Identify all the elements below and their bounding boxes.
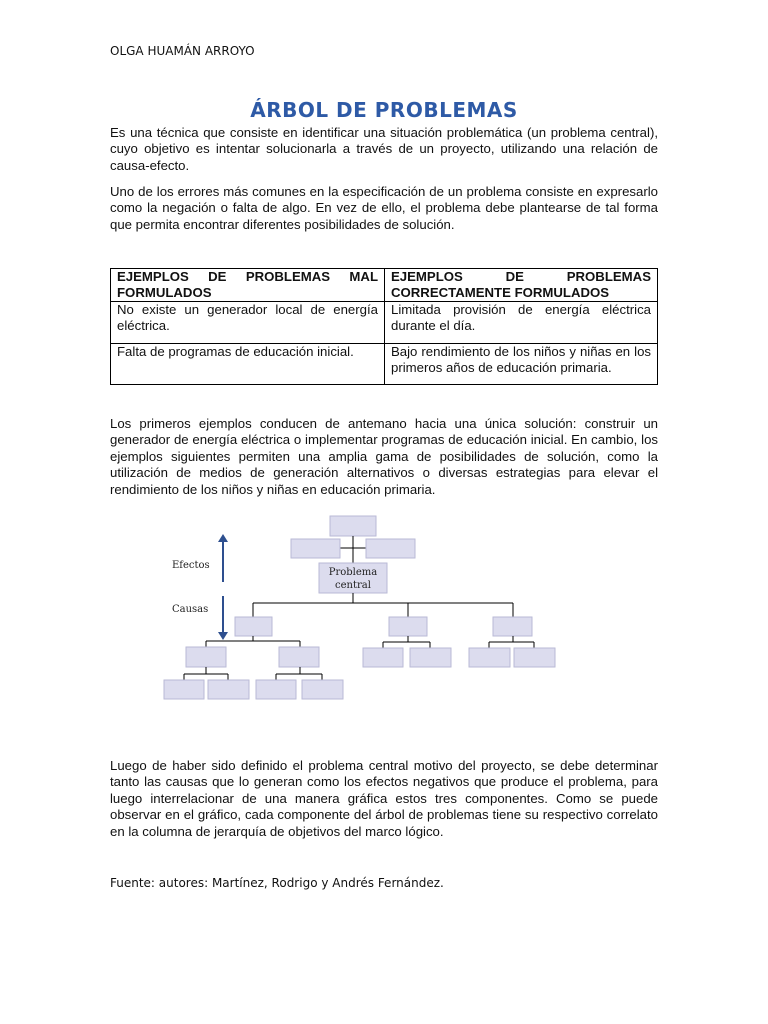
table-cell: No existe un generador local de energía eléctrica. (111, 302, 385, 344)
cause-box-1-1 (186, 647, 226, 667)
cause-box-1-1-1 (164, 680, 204, 699)
cause-box-2-1 (363, 648, 403, 667)
table-header-row (111, 269, 658, 302)
effect-box-right (366, 539, 415, 558)
central-problem-label-line1: Problema (328, 567, 378, 578)
table-row (111, 302, 658, 344)
table-header-bad-examples: EJEMPLOS DE PROBLEMAS MAL FORMULADOS (111, 269, 385, 302)
intro-paragraph: Es una técnica que consiste en identificar una situación problemática (un problema central), cuyo objetivo es intentar solucionarla a través de un proyecto, utilizando una relación de causa-efecto. (110, 125, 658, 173)
table-cell: Bajo rendimiento de los niños y niñas en los primeros años de educación primaria. (385, 344, 658, 385)
page-title: ÁRBOL DE PROBLEMAS (250, 98, 518, 122)
comparison-paragraph: Los primeros ejemplos conducen de antemano hacia una única solución: construir un generador de energía eléctrica o implementar programas de educación inicial. En cambio, los ejemplos siguientes permiten una amplia gama de posibilidades de solución, como la utilización de medios de generación alternativos o diversas estrategias para elevar el rendimiento de los niños y niñas en educación primaria. (110, 416, 658, 497)
effect-box-top (330, 516, 376, 536)
source-citation: Fuente: autores: Martínez, Rodrigo y Andrés Fernández. (110, 876, 444, 890)
central-problem-label-line2: central (335, 580, 371, 591)
errors-paragraph: Uno de los errores más comunes en la especificación de un problema consiste en expresarlo como la negación o falta de algo. En vez de ello, el problema debe plantearse de tal forma que permita encontrar diferentes posibilidades de solución. (110, 184, 658, 232)
cause-box-1-2-1 (256, 680, 296, 699)
causes-label: Causas (172, 604, 209, 615)
table-row (111, 344, 658, 385)
table-cell: Limitada provisión de energía eléctrica durante el día. (385, 302, 658, 344)
table-cell: Falta de programas de educación inicial. (111, 344, 385, 385)
problem-tree-diagram (150, 510, 570, 710)
document-header-author: OLGA HUAMÁN ARROYO (110, 44, 255, 58)
cause-box-1 (235, 617, 272, 636)
table-header-good-examples: EJEMPLOS DE PROBLEMAS CORRECTAMENTE FORMULADOS (385, 269, 658, 302)
examples-table (110, 268, 658, 385)
conclusion-paragraph: Luego de haber sido definido el problema central motivo del proyecto, se debe determinar tanto las causas que lo generan como los efectos negativos que produce el problema, para luego interrelacionar de una manera gráfica estos tres componentes. Como se puede observar en el gráfico, cada componente del árbol de problemas tiene su respectivo correlato en la columna de jerarquía de objetivos del marco lógico. (110, 758, 658, 839)
cause-box-2-2 (410, 648, 451, 667)
effect-box-left (291, 539, 340, 558)
cause-box-1-1-2 (208, 680, 249, 699)
cause-box-3 (493, 617, 532, 636)
cause-box-1-2 (279, 647, 319, 667)
cause-box-2 (389, 617, 427, 636)
causes-arrow-down-icon (218, 632, 228, 640)
effects-arrow-up-icon (218, 534, 228, 542)
cause-box-3-2 (514, 648, 555, 667)
cause-box-3-1 (469, 648, 510, 667)
effects-label: Efectos (172, 560, 210, 571)
cause-box-1-2-2 (302, 680, 343, 699)
